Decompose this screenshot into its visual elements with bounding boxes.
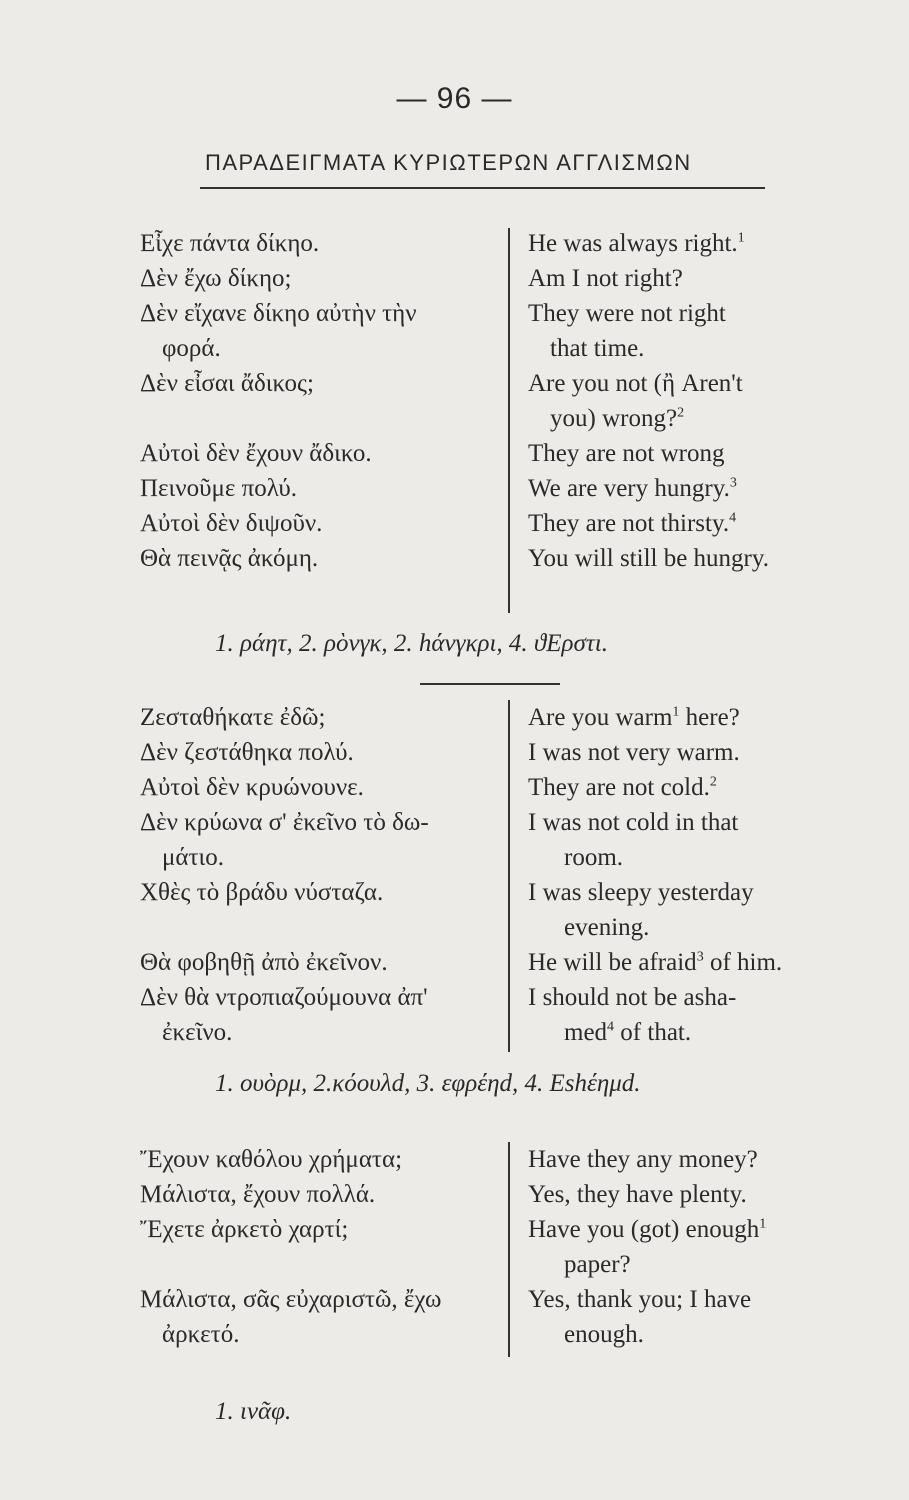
- greek-line: Δὲν εἴχανε δίκηο αὐτὴν τὴν: [140, 300, 417, 327]
- english-line: Are you not (ἢ Aren't: [528, 370, 743, 397]
- pronunciation-note-2: 1. ουὸρμ, 2.κόουλd, 3. εφρέηd, 4. Eshέημd.: [215, 1070, 641, 1097]
- greek-line: Αὐτοὶ δὲν κρυώνουνε.: [140, 774, 364, 801]
- greek-line: φορά.: [162, 335, 221, 362]
- english-line: They are not thirsty.$^4$: [528, 510, 737, 537]
- greek-line: Ἔχετε ἀρκετὸ χαρτί;: [140, 1216, 349, 1243]
- greek-line: Μάλιστα, σᾶς εὐχαριστῶ, ἔχω: [140, 1286, 442, 1313]
- greek-line: Δὲν ζεστάθηκα πολύ.: [140, 739, 354, 766]
- english-line: We are very hungry.$^3$: [528, 475, 737, 502]
- english-line: Yes, they have plenty.: [528, 1181, 747, 1208]
- english-line: Are you warm$^1$ here?: [528, 704, 740, 731]
- greek-line: Μάλιστα, ἔχουν πολλά.: [140, 1181, 376, 1208]
- english-line: Yes, thank you; I have: [528, 1286, 752, 1313]
- greek-line: Αὐτοὶ δὲν διψοῦν.: [140, 510, 323, 537]
- block1-english-column: [528, 226, 848, 576]
- english-line: paper?: [564, 1251, 631, 1278]
- english-line: enough.: [564, 1321, 644, 1348]
- greek-line: Χθὲς τὸ βράδυ νύσταζα.: [140, 879, 384, 906]
- english-line: I was not very warm.: [528, 739, 740, 766]
- english-line: I should not be asha-: [528, 984, 737, 1011]
- title-rule: [200, 187, 765, 189]
- block3-greek-column: [140, 1142, 500, 1352]
- block2-english-column: [528, 700, 848, 1050]
- pronunciation-note-3: 1. ινᾶφ.: [215, 1398, 292, 1425]
- english-line: you) wrong?$^2$: [550, 405, 685, 432]
- greek-line: ἀρκετό.: [162, 1321, 240, 1348]
- greek-line: ἐκεῖνο.: [162, 1019, 233, 1046]
- english-line: They are not wrong: [528, 440, 725, 467]
- english-line: room.: [564, 844, 624, 871]
- page-number: — 96 —: [396, 82, 513, 115]
- english-line: He was always right.$^1$: [528, 230, 745, 257]
- column-divider-2: [508, 700, 510, 1052]
- english-line: Am I not right?: [528, 265, 683, 292]
- greek-line: Εἶχε πάντα δίκηο.: [140, 230, 320, 257]
- english-line: You will still be hungry.: [528, 545, 770, 572]
- greek-line: Θὰ φοβηθῇ ἀπὸ ἐκεῖνον.: [140, 949, 388, 976]
- english-line: They were not right: [528, 300, 726, 327]
- greek-line: Δὲν ἔχω δίκηο;: [140, 265, 292, 292]
- english-line: evening.: [564, 914, 650, 941]
- english-line: I was sleepy yesterday: [528, 879, 754, 906]
- section-title: ΠΑΡΑΔΕΙΓΜΑΤΑ ΚΥΡΙΩΤΕΡΩΝ ΑΓΓΛΙΣΜΩΝ: [205, 150, 692, 175]
- english-line: He will be afraid$^3$ of him.: [528, 949, 783, 976]
- column-divider-3: [508, 1142, 510, 1357]
- greek-line: μάτιο.: [162, 844, 225, 871]
- english-line: They are not cold.$^2$: [528, 774, 717, 801]
- column-divider-1: [508, 228, 510, 613]
- block2-greek-column: [140, 700, 500, 1050]
- section-rule-1: [420, 683, 560, 685]
- greek-line: Θὰ πεινᾷς ἀκόμη.: [140, 545, 319, 572]
- english-line: Have they any money?: [528, 1146, 758, 1173]
- greek-line: Ζεσταθήκατε ἐδῶ;: [140, 704, 326, 731]
- english-line: I was not cold in that: [528, 809, 739, 836]
- english-line: that time.: [550, 335, 645, 362]
- greek-line: Δὲν θὰ ντροπιαζούμουνα ἀπ': [140, 984, 428, 1011]
- greek-line: Ἔχουν καθόλου χρήματα;: [140, 1146, 403, 1173]
- greek-line: Δὲν εἶσαι ἄδικος;: [140, 370, 314, 397]
- english-line: Have you (got) enough$^1$: [528, 1216, 767, 1243]
- greek-line: Δὲν κρύωνα σ' ἐκεῖνο τὸ δω-: [140, 809, 429, 836]
- greek-line: Αὐτοὶ δὲν ἔχουν ἄδικο.: [140, 440, 372, 467]
- english-line: med$^4$ of that.: [564, 1019, 692, 1046]
- greek-line: Πεινοῦμε πολύ.: [140, 475, 298, 502]
- block3-english-column: [528, 1142, 848, 1352]
- pronunciation-note-1: 1. ράητ, 2. ρὸνγκ, 2. hάνγκρι, 4. ϑΕρστι.: [215, 630, 608, 657]
- block1-greek-column: [140, 226, 500, 576]
